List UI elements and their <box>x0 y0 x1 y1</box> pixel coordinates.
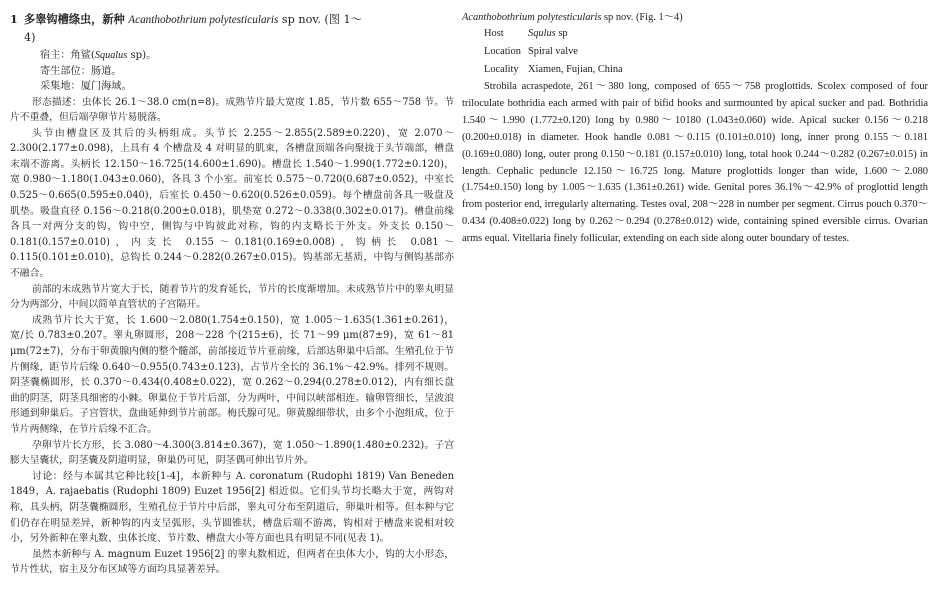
paragraph-discussion: 讨论：经与本属其它种比较[1-4]，本新种与 A. coronatum (Rudophi 1819) Van Beneden 1849，A. rajaebatis (Rudophi 1809) Euzet 1956[2] 相近似。它们头节均长略大于宽，两钩对称，具头柄，阴茎囊椭圆形，生殖孔位于节片中后部，睾丸可分布至阴道后，卵巢叶相等。但本种与它们仍存在明显差异，新种钩的内支呈弧形，头节圆锥状，槽盘后端不游离，钩相对于槽盘来说相对较小，另外新种在睾丸数、虫体长度、节片数、槽盘大小等方面也具有明显不同(见表 1)。 <box>10 470 454 545</box>
description-en: Strobila acraspedote, 261～380 long, composed of 655～758 proglottids. Scolex composed of four triloculate bothridia each armed with pair of bifid hooks and surmounted by apical sucker and pad. Bothridia 1.540～1.990 (1.772±0.120) long by 0.980～10180 (1.043±0.060) wide. Apical sucker 0.156～0.218 (0.200±0.018) in diameter. Hook handle 0.081～0.115 (0.101±0.010) long, inner prong 0.155～0.181 (0.169±0.080) long, outer prong 0.150～0.181 (0.157±0.010) long, total hook 0.244～0.282 (0.267±0.015) in length. Cephalic peduncle 12.150～16.725 long. Mature proglottids longer than wide, 1.600～2.080 (1.754±0.150) long by 1.005～1.635 (1.361±0.261) wide. Genital pores 36.1%～42.9% of proglottid length from posterior end, irregularly alternating. Testes oval, 208～228 in number per segment. Cirrus pouch 0.370～0.434 (0.408±0.022) long by 0.262～0.294 (0.278±0.012) wide, containing spined eversible cirrus. Ovarian arms equal. Vitellaria finely follicular, extending on each side along outer boundary of testes. <box>462 81 928 245</box>
meta-site: 寄生部位：肠道。 <box>40 65 122 77</box>
paragraph-comparison: 虽然本新种与 A. magnum Euzet 1956[2] 的睾丸数相近，但两者在虫体大小，钩的大小形态，节片性状，宿主及分布区域等方面均具显著差异。 <box>10 548 454 576</box>
paragraph-immature: 前部的未成熟节片宽大于长，随着节片的发育延长，节片的长度渐增加。未成熟节片中的睾丸明显分为两部分，中间以简单直管状的子宫隔开。 <box>10 283 454 311</box>
meta-locality: 采集地：厦门海域。 <box>40 81 132 92</box>
species-name-zh: 多睾钩槽绦虫，新种 <box>24 12 125 26</box>
heading-suffix: sp nov. (图 1～ <box>281 13 362 26</box>
meta-locality-en: Locality Xiamen, Fujian, China <box>484 64 623 75</box>
paragraph-description: 形态描述：虫体长 26.1～38.0 cm(n=8)。成熟节片最大宽度 1.85，节片数 655～758 节。节片不重叠，但后端孕卵节片易脱落。 <box>10 96 454 124</box>
meta-host-en: Host Squlus sp <box>484 28 568 39</box>
species-name-latin: Acanthobothrium polytesticularis <box>128 14 279 26</box>
species-heading-zh <box>10 10 454 47</box>
chinese-column <box>10 10 454 578</box>
paragraph-scolex: 头节由槽盘区及其后的头柄组成。头节长 2.255～2.855(2.589±0.220)，宽 2.070～2.300(2.177±0.098)，上具有 4 个槽盘及 4 对明显的肌束，各槽盘顶端各向聚拢于头节端部，槽盘末端不游离。头柄长 12.150～16.725(14.600±1.690)。槽盘长 1.540～1.990(1.772±0.120)，宽 0.980～1.180(1.043±0.060)，各具 3 个小室。前室长 0.575～0.720(0.687±0.052)，中室长 0.525～0.665(0.595±0.040)，后室长 0.450～0.620(0.526±0.059)。每个槽盘前各具一吸盘及肌垫。吸盘直径 0.156～0.218(0.200±0.018)，肌垫宽 0.272～0.338(0.302±0.017)。槽盘前缘各具一对两分支的钩，钩中空，侧钩与中钩彼此对称，钩的内支略长于外支。外支长 0.150～0.181(0.157±0.010)，内支长 0.155～0.181(0.169±0.008)，钩柄长 0.081～0.115(0.101±0.010)，总钩长 0.244～0.282(0.267±0.015)。钩基部无基质，中钩与侧钩基部亦不融合。 <box>10 127 454 280</box>
meta-location-en: Location Spiral valve <box>484 46 578 57</box>
english-column <box>462 10 928 248</box>
section-number: 1 <box>10 12 18 26</box>
meta-host: 宿主：角鲨(Squalus sp)。 <box>40 50 157 61</box>
paragraph-mature: 成熟节片长大于宽，长 1.600～2.080(1.754±0.150)，宽 1.005～1.635(1.361±0.261)，宽/长 0.783±0.207。睾丸卵圆形，208～228 个(215±6)，长 71～99 μm(87±9)，宽 61～81 μm(72±7)，分布于卵黄腺内侧的整个髓部，前部接近节片亚前缘，后部达卵巢中后部。生殖孔位于节片侧缘，距节片后缘 0.640～0.955(0.743±0.123)，占节片全长的 36.1%～42.9%。排列不规则。阴茎囊椭圆形，长 0.370～0.434(0.408±0.022)，宽 0.262～0.294(0.278±0.012)，内有细长盘曲的阴茎，阴茎具细密的小棘。卵巢位于节片后部，分为两叶，中间以峡部相连。输卵管细长，呈波浪形通到卵巢后。子宫管状，盘曲延伸到节片前部。梅氏腺可见。卵黄腺细带状，由多个小泡组成，位于节片两侧缘，在节片后缘不汇合。 <box>10 314 454 435</box>
heading-continuation: 4) <box>24 31 36 44</box>
species-title-en: Acanthobothrium polytesticularis sp nov. (Fig. 1～4) <box>462 12 683 23</box>
paragraph-gravid: 孕卵节片长方形，长 3.080～4.300(3.814±0.367)，宽 1.050～1.890(1.480±0.232)。子宫膨大呈囊状，阴茎囊及阴道明显，卵巢仍可见，阴茎偶可伸出节片外。 <box>10 439 454 467</box>
